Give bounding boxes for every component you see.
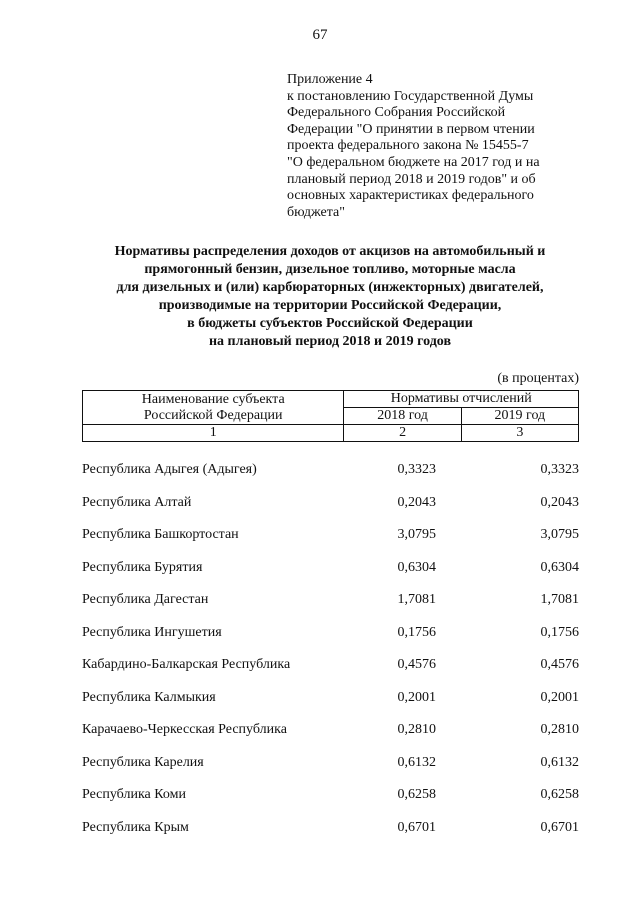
unit-label: (в процентах): [497, 371, 579, 386]
value-2018: 0,2810: [397, 722, 436, 737]
year-2019-header: 2019 год: [461, 408, 578, 425]
column-number-3: 3: [461, 425, 578, 442]
appendix-line: основных характеристиках федерального: [287, 188, 534, 204]
subject-header-line: Российской Федерации: [143, 407, 283, 423]
value-2018: 3,0795: [397, 527, 436, 542]
value-2019: 0,3323: [540, 462, 579, 477]
value-2019: 0,2001: [540, 689, 579, 705]
appendix-line: бюджета": [287, 204, 345, 220]
title-line: в бюджеты субъектов Российской Федерации: [187, 316, 473, 331]
subject-header-cell: [83, 391, 344, 425]
table-row: [0, 452, 640, 485]
appendix-line: плановый период 2018 и 2019 годов" и об: [287, 171, 536, 187]
norms-group-header: Нормативы отчислений: [344, 391, 579, 408]
table-row: [0, 647, 640, 680]
value-2019: 0,6701: [540, 819, 579, 835]
appendix-line: Федерации "О принятии в первом чтении: [287, 121, 535, 137]
value-2019: 0,2043: [540, 494, 579, 510]
table-row: [0, 582, 640, 615]
value-2019: 0,1756: [540, 624, 579, 640]
value-2019: 1,7081: [540, 592, 579, 607]
appendix-line: проекта федерального закона № 15455-7: [287, 138, 529, 154]
title-line: для дизельных и (или) карбюраторных (инжекторных) двигателей,: [116, 280, 544, 295]
subject-name: Республика Карелия: [82, 754, 204, 770]
value-2018: 0,4576: [397, 657, 436, 672]
value-2018: 0,2043: [397, 494, 436, 510]
table-body: [0, 452, 640, 842]
table-header: [82, 390, 579, 442]
table-row: [0, 550, 640, 583]
page-number: 67: [312, 27, 328, 43]
value-2018: 0,2001: [397, 689, 436, 705]
value-2019: 0,2810: [540, 722, 579, 737]
title-line: Нормативы распределения доходов от акцизов на автомобильный и: [114, 244, 546, 259]
subject-name: Карачаево-Черкесская Республика: [82, 722, 287, 737]
column-number-2: 2: [344, 425, 461, 442]
value-2018: 0,1756: [397, 624, 436, 640]
subject-name: Республика Адыгея (Адыгея): [82, 462, 257, 477]
subject-name: Республика Калмыкия: [82, 689, 216, 705]
table-row: [0, 777, 640, 810]
appendix-line: к постановлению Государственной Думы: [287, 88, 534, 104]
value-2019: 0,6304: [540, 559, 579, 575]
appendix-line: Приложение 4: [287, 72, 373, 87]
table-row: [0, 615, 640, 648]
column-number-1: 1: [83, 425, 344, 442]
value-2018: 0,6701: [397, 819, 436, 835]
table-row: [0, 517, 640, 550]
title-line: на плановый период 2018 и 2019 годов: [208, 334, 452, 349]
title-line: производимые на территории Российской Федерации,: [158, 298, 502, 313]
subject-name: Республика Коми: [82, 787, 186, 802]
subject-name: Республика Бурятия: [82, 559, 203, 575]
subject-name: Республика Ингушетия: [82, 624, 222, 640]
table-row: [0, 712, 640, 745]
subject-header-line: Наименование субъекта: [141, 391, 285, 407]
document-title: [60, 243, 600, 351]
value-2018: 0,3323: [397, 462, 436, 477]
table-row: [0, 485, 640, 518]
subject-name: Республика Крым: [82, 819, 189, 835]
table-row: [0, 745, 640, 778]
value-2019: 0,6132: [540, 754, 579, 770]
subject-name: Кабардино-Балкарская Республика: [82, 657, 291, 672]
value-2019: 3,0795: [540, 527, 579, 542]
value-2018: 1,7081: [397, 592, 436, 607]
value-2018: 0,6304: [397, 559, 436, 575]
subject-name: Республика Алтай: [82, 494, 192, 510]
appendix-note: [287, 72, 587, 221]
subject-name: Республика Башкортостан: [82, 527, 239, 542]
year-2018-header: 2018 год: [344, 408, 461, 425]
title-line: прямогонный бензин, дизельное топливо, моторные масла: [144, 262, 516, 277]
appendix-line: "О федеральном бюджете на 2017 год и на: [287, 154, 540, 170]
value-2018: 0,6132: [397, 754, 436, 770]
table-row: [0, 810, 640, 843]
subject-name: Республика Дагестан: [82, 592, 209, 607]
value-2018: 0,6258: [397, 787, 436, 802]
table-row: [0, 680, 640, 713]
appendix-line: Федерального Собрания Российской: [287, 105, 506, 121]
value-2019: 0,6258: [540, 787, 579, 802]
value-2019: 0,4576: [540, 657, 579, 672]
